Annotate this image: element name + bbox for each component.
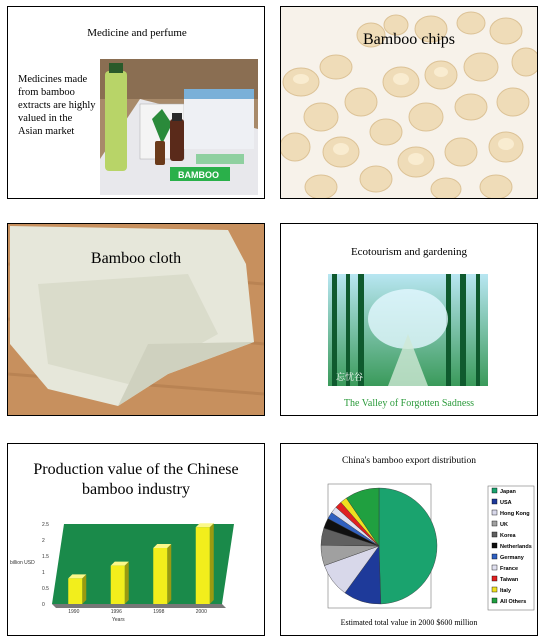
legend-swatch [492, 521, 497, 526]
bar-chart-group [42, 522, 234, 615]
y-tick-label: 0.5 [42, 586, 49, 592]
slide-title: Bamboo cloth [90, 250, 182, 267]
legend-label: Italy [500, 588, 512, 594]
legend-label: Hong Kong [500, 511, 530, 517]
cloth-slide [7, 223, 265, 416]
legend-label: Germany [500, 555, 524, 561]
slide-title: Bamboo chips [363, 31, 455, 48]
x-tick-label: 1998 [153, 609, 165, 615]
ecotourism-slide [280, 223, 538, 416]
legend-swatch [492, 598, 497, 603]
pie-chart-group [321, 488, 437, 604]
legend-swatch [492, 576, 497, 581]
x-axis-label: Years [112, 617, 125, 623]
bar-side [210, 523, 214, 604]
legend-swatch [492, 554, 497, 559]
y-tick-label: 0 [42, 602, 45, 608]
legend-swatch [492, 499, 497, 504]
bar-side [82, 574, 86, 604]
export-slide [280, 443, 538, 636]
y-axis-label: billion USD [10, 560, 35, 566]
slide-title: China's bamboo export distribution [342, 456, 476, 466]
y-tick-label: 2 [42, 538, 45, 544]
bar [153, 548, 167, 604]
y-tick-label: 2.5 [42, 522, 49, 528]
medicine-photo [100, 59, 258, 195]
x-tick-label: 1990 [68, 609, 80, 615]
slide-body: Medicines made from bamboo extracts are highly valued in the Asian market [18, 74, 96, 137]
legend-swatch [492, 488, 497, 493]
production-chart [8, 504, 264, 634]
legend-label: Japan [500, 489, 516, 495]
legend-label: France [500, 566, 519, 572]
production-slide [7, 443, 265, 636]
slide-title: Production value of the Chinese bamboo industry [33, 461, 239, 498]
slide-footer: Estimated total value in 2000 $600 million [340, 618, 478, 627]
slide-title: Medicine and perfume [87, 27, 187, 39]
legend-label: UK [500, 522, 508, 528]
chips-slide [280, 6, 538, 199]
bar [111, 566, 125, 604]
bar-side [125, 562, 129, 604]
legend-label: Korea [500, 533, 516, 539]
legend-swatch [492, 543, 497, 548]
legend-swatch [492, 565, 497, 570]
x-tick-label: 2000 [195, 609, 207, 615]
bar [68, 578, 82, 604]
medicine-slide [7, 6, 265, 199]
bar-side [167, 544, 171, 604]
legend-label: Netherlands [500, 544, 532, 550]
photo-caption: The Valley of Forgotten Sadness [343, 398, 475, 409]
x-tick-label: 1996 [110, 609, 122, 615]
export-chart [281, 482, 537, 612]
y-tick-label: 1 [42, 570, 45, 576]
legend-label: USA [500, 500, 512, 506]
photo-caption-text: 忘忧谷 [336, 373, 364, 383]
legend-label: Taiwan [500, 577, 519, 583]
slide-title: Ecotourism and gardening [350, 246, 468, 258]
legend-swatch [492, 587, 497, 592]
legend-label: All Others [500, 599, 527, 605]
legend-swatch [492, 532, 497, 537]
bar [196, 527, 210, 604]
y-tick-label: 1.5 [42, 554, 49, 560]
chart-floor [52, 604, 226, 608]
product-label: BAMBOO [178, 170, 219, 180]
legend-swatch [492, 510, 497, 515]
valley-photo [328, 274, 488, 386]
